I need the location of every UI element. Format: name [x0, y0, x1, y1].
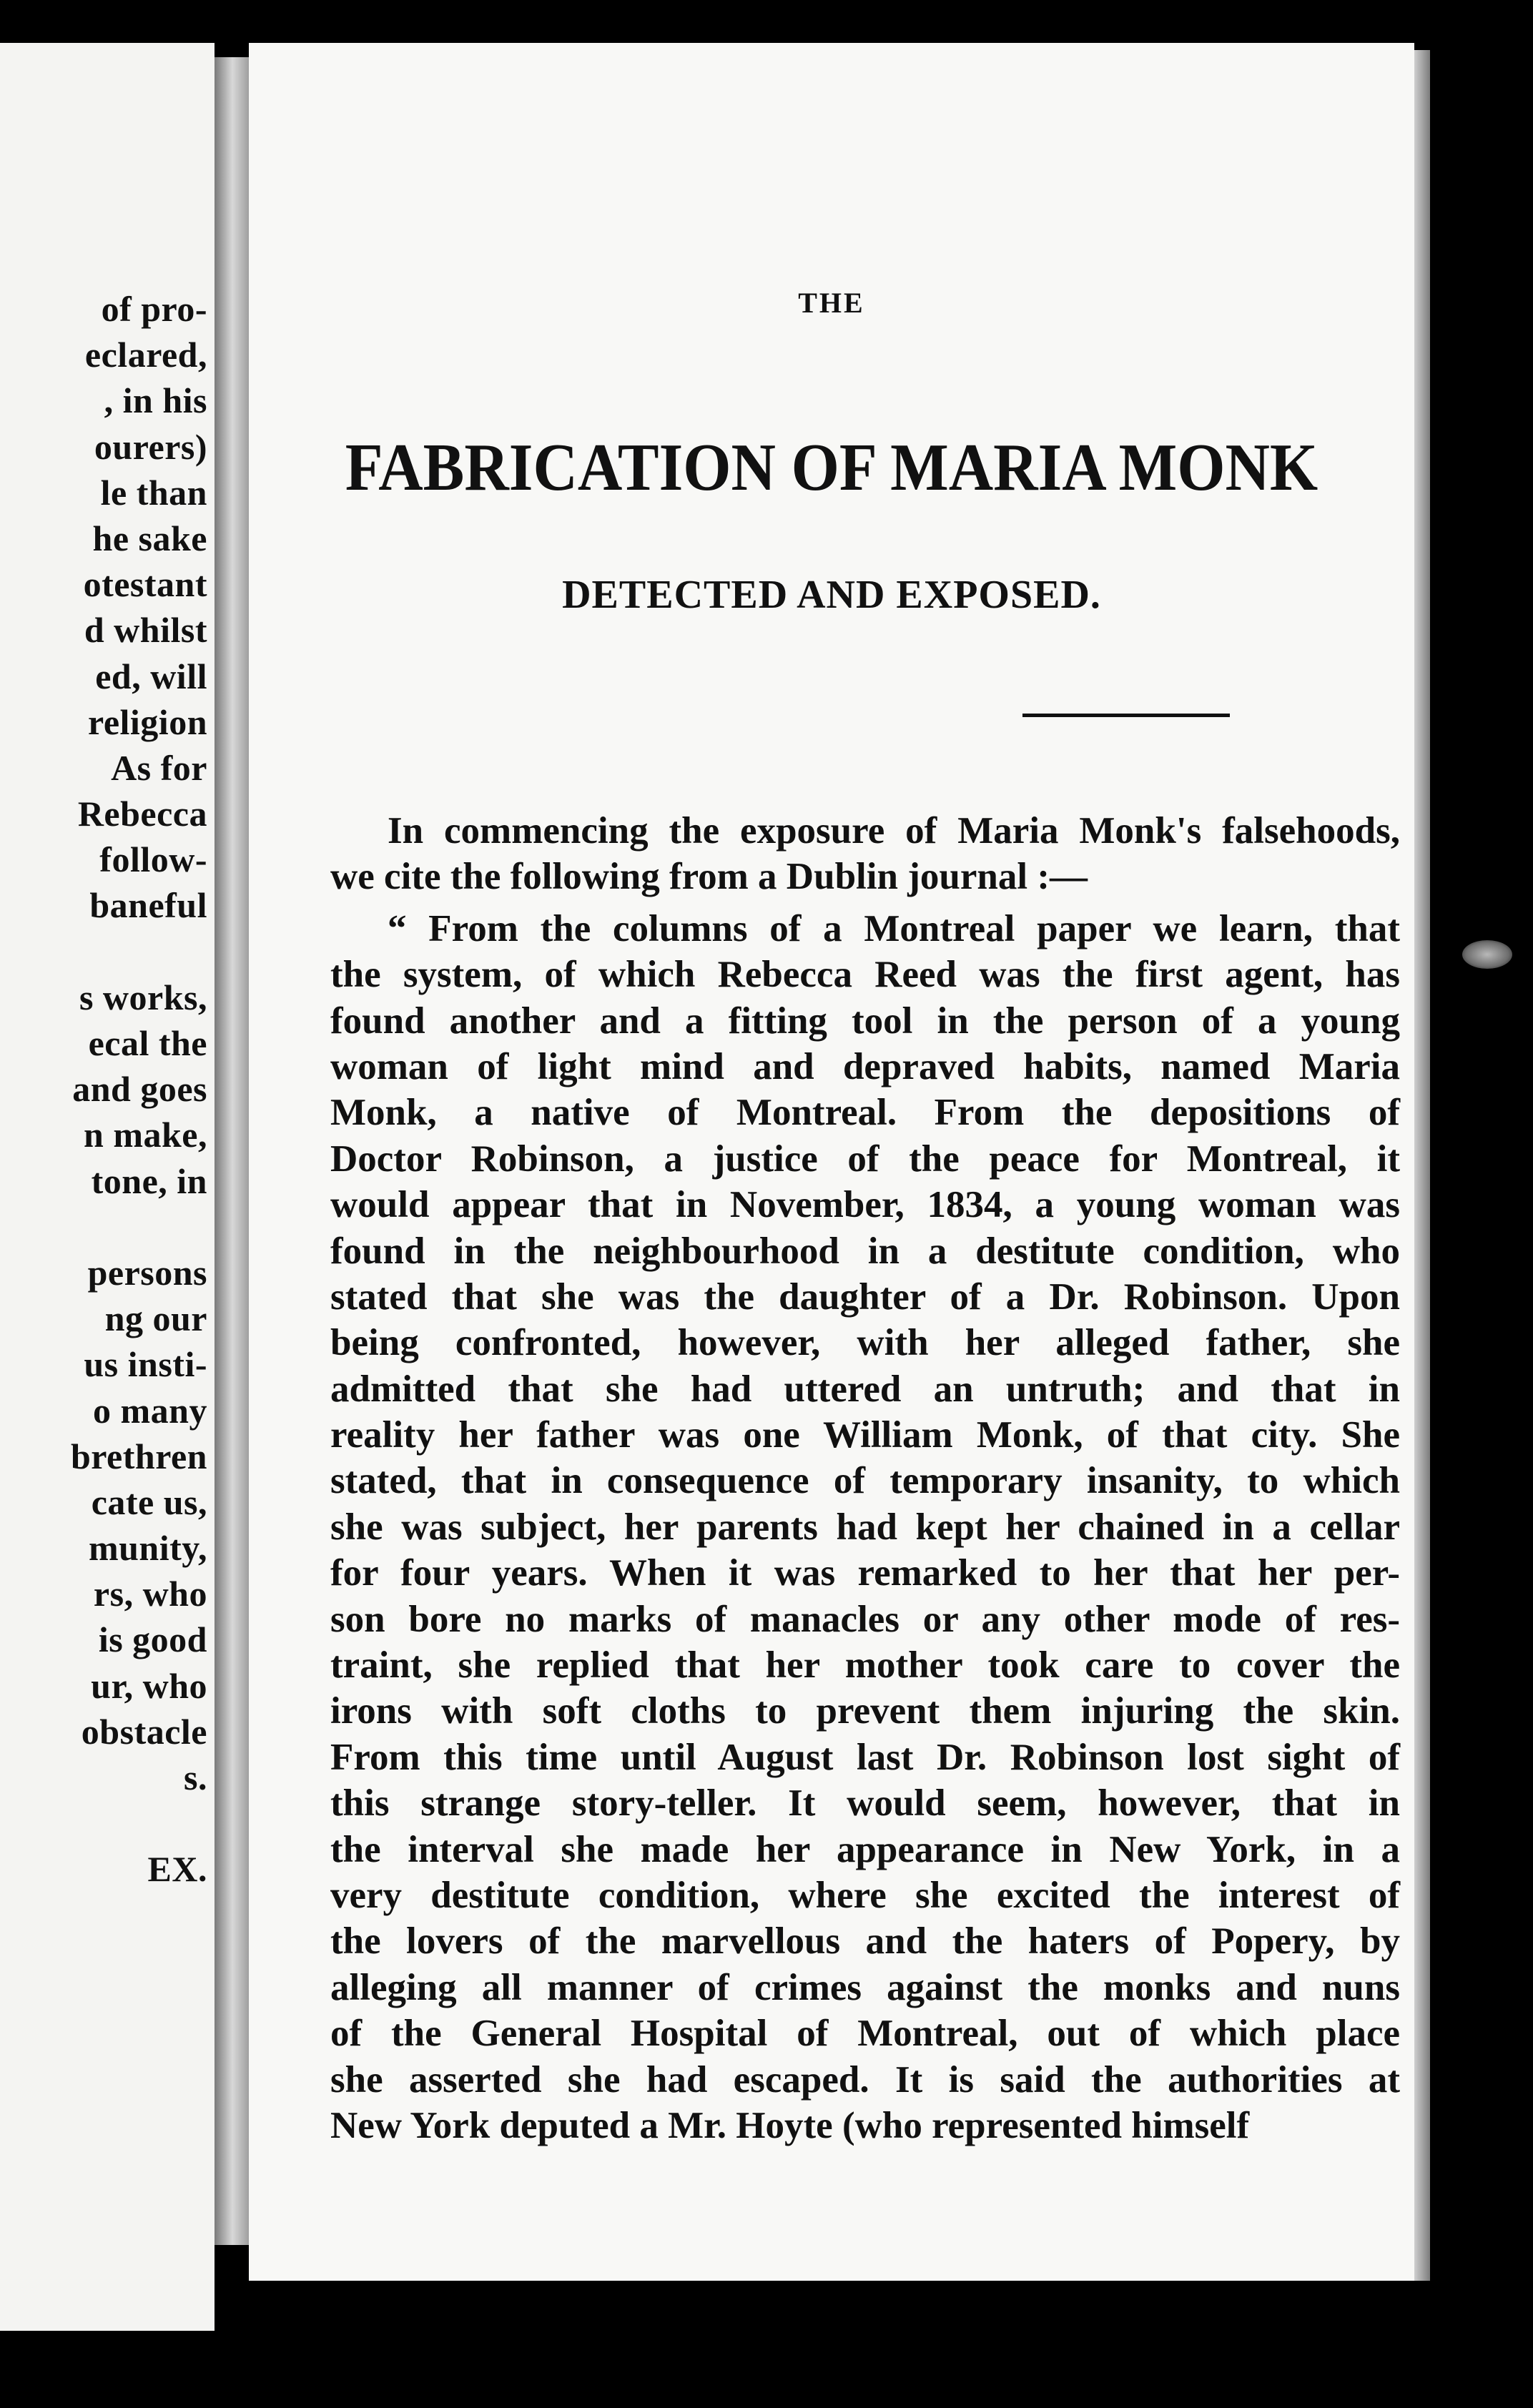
- text-line: we cite the following from a Dublin journal :—: [330, 856, 1088, 898]
- text-line: found another and a fitting tool in the person of a young: [330, 1000, 1400, 1042]
- text-line: From this time until August last Dr. Robinson lost sight of: [330, 1736, 1400, 1778]
- left-page-line: persons: [87, 1252, 207, 1293]
- left-page-line: is good: [98, 1619, 207, 1660]
- book-gutter: [215, 57, 250, 2245]
- left-facing-page: [0, 43, 215, 2331]
- left-page-line: us insti-: [84, 1344, 207, 1385]
- text-line: reality her father was one William Monk, of that city. She: [330, 1414, 1400, 1456]
- text-line: “ From the columns of a Montreal paper we learn, that: [388, 907, 1400, 949]
- page-title: FABRICATION OF MARIA MONK: [345, 430, 1318, 505]
- left-page-line: le than: [100, 472, 207, 513]
- text-line: would appear that in November, 1834, a young woman was: [330, 1184, 1400, 1226]
- left-page-line: Rebecca: [77, 794, 207, 834]
- left-page-line: As for: [111, 747, 207, 788]
- left-page-text-column: [0, 286, 207, 1893]
- text-line: the lovers of the marvellous and the haters of Popery, by: [330, 1920, 1400, 1963]
- text-line: traint, she replied that her mother took care to cover the: [330, 1644, 1400, 1687]
- text-line: this strange story-teller. It would seem, however, that in: [330, 1782, 1400, 1825]
- text-line: In commencing the exposure of Maria Monk's falsehoods,: [388, 810, 1400, 852]
- text-line: son bore no marks of manacles or any other mode of res-: [330, 1598, 1400, 1640]
- scan-edge-mark: [1462, 940, 1512, 969]
- left-page-line: tone, in: [91, 1160, 207, 1201]
- left-page-line: cate us,: [91, 1481, 207, 1522]
- left-page-line: brethren: [70, 1436, 207, 1476]
- left-page-line: of pro-: [101, 289, 207, 329]
- left-page-line: [0, 1800, 207, 1846]
- left-page-line: EX.: [147, 1849, 207, 1890]
- text-line: very destitute condition, where she excited the interest of: [330, 1874, 1400, 1916]
- left-page-line: s works,: [79, 977, 207, 1017]
- text-line: she was subject, her parents had kept her chained in a cellar: [330, 1506, 1400, 1548]
- left-page-line: baneful: [89, 885, 207, 926]
- left-page-line: , in his: [104, 380, 207, 421]
- left-page-line: religion: [88, 701, 207, 742]
- left-page-line: ed, will: [95, 656, 207, 696]
- text-line: for four years. When it was remarked to her that her per-: [330, 1552, 1400, 1594]
- left-page-line: eclared,: [84, 335, 207, 375]
- left-page-line: ng our: [104, 1298, 207, 1339]
- left-page-line: munity,: [88, 1528, 207, 1569]
- body-text: [330, 808, 1400, 2148]
- text-line: of the General Hospital of Montreal, out of which place: [330, 2013, 1400, 2055]
- text-line: Doctor Robinson, a justice of the peace for Montreal, it: [330, 1138, 1400, 1180]
- running-head: THE: [798, 287, 865, 319]
- title-rule: [1022, 714, 1230, 717]
- text-line: the interval she made her appearance in New York, in a: [330, 1828, 1400, 1870]
- text-line: irons with soft cloths to prevent them injuring the skin.: [330, 1690, 1400, 1732]
- left-page-line: o many: [93, 1390, 207, 1431]
- left-page-line: otestant: [83, 564, 207, 605]
- paragraph-gap: [330, 900, 1400, 906]
- left-page-line: he sake: [92, 518, 207, 558]
- page-subtitle: DETECTED AND EXPOSED.: [562, 573, 1101, 617]
- text-line: stated, that in consequence of temporary insanity, to which: [330, 1460, 1400, 1502]
- left-page-line: rs, who: [93, 1574, 207, 1614]
- text-line: found in the neighbourhood in a destitute condition, who: [330, 1230, 1400, 1272]
- page-edge: [1414, 50, 1430, 2281]
- main-page: [249, 43, 1414, 2281]
- left-page-line: and goes: [72, 1069, 207, 1110]
- left-page-line: ecal the: [88, 1023, 207, 1063]
- text-line: New York deputed a Mr. Hoyte (who represented himself: [330, 2104, 1250, 2146]
- text-line: Monk, a native of Montreal. From the depositions of: [330, 1092, 1400, 1134]
- left-page-line: [0, 1204, 207, 1250]
- left-page-line: ourers): [94, 426, 207, 467]
- left-page-line: n make,: [84, 1115, 207, 1155]
- text-line: being confronted, however, with her alleged father, she: [330, 1322, 1400, 1364]
- text-line: she asserted she had escaped. It is said the authorities at: [330, 2058, 1400, 2101]
- left-page-line: follow-: [99, 839, 207, 880]
- text-line: admitted that she had uttered an untruth; and that in: [330, 1368, 1400, 1410]
- left-page-line: obstacle: [81, 1711, 207, 1752]
- left-page-line: ur, who: [91, 1665, 207, 1706]
- left-page-line: [0, 929, 207, 974]
- text-line: the system, of which Rebecca Reed was the first agent, has: [330, 954, 1400, 996]
- text-line: stated that she was the daughter of a Dr. Robinson. Upon: [330, 1275, 1400, 1318]
- left-page-line: s.: [184, 1757, 207, 1797]
- left-page-line: d whilst: [84, 610, 207, 651]
- text-line: alleging all manner of crimes against the monks and nuns: [330, 1966, 1400, 2008]
- text-line: woman of light mind and depraved habits, named Maria: [330, 1045, 1400, 1087]
